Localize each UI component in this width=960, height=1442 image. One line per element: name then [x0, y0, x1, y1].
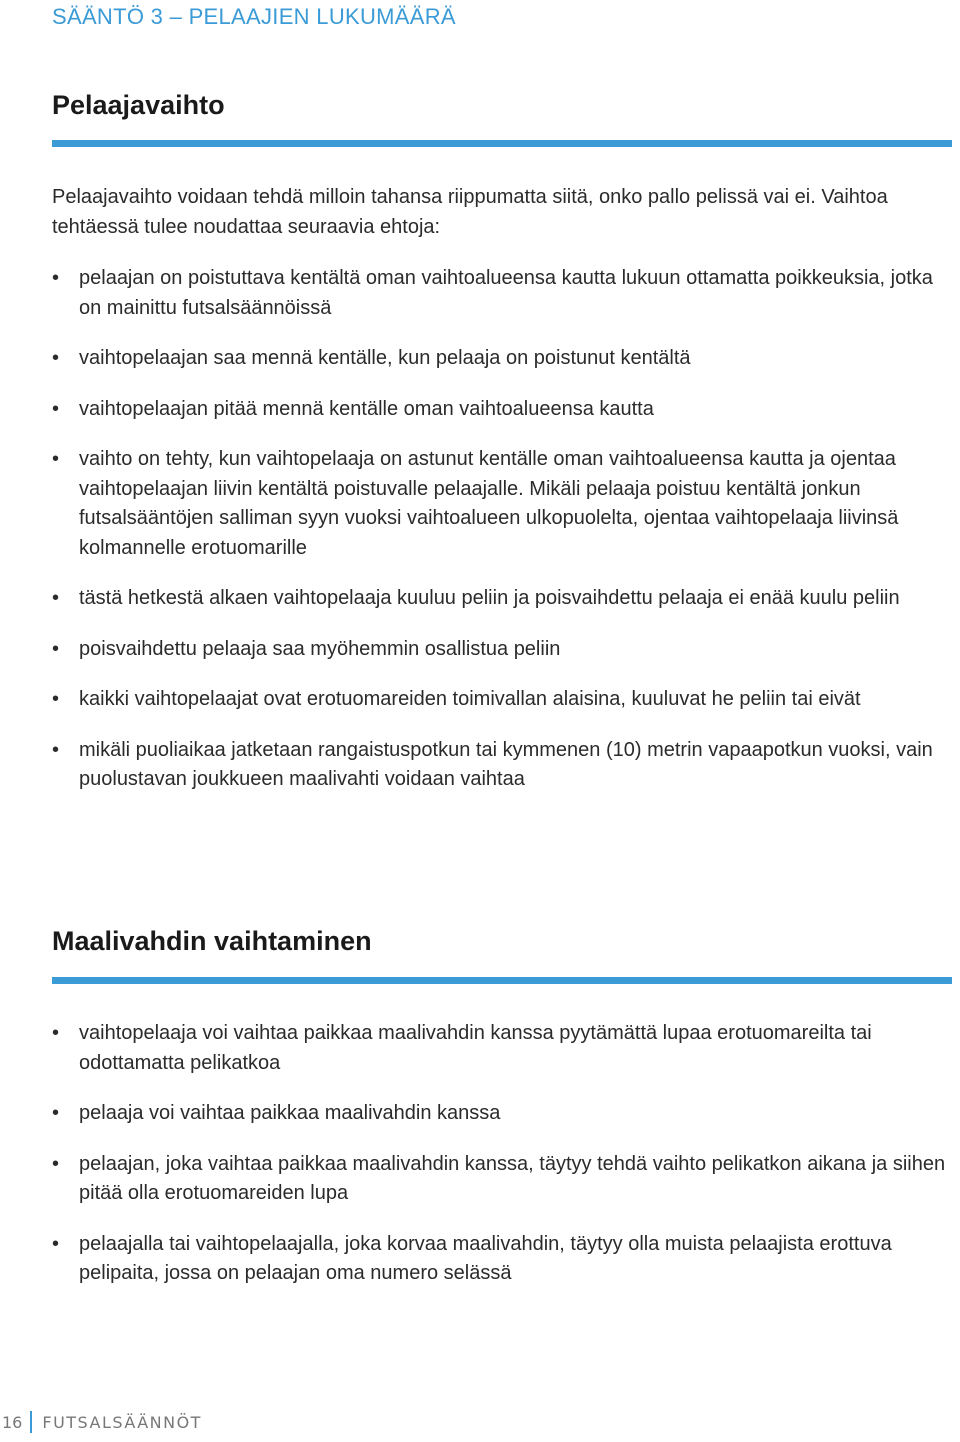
bullet-icon: •: [52, 1152, 60, 1175]
list-item-text: kaikki vaihtopelaajat ovat erotuomareiden toimivallan alaisina, kuuluvat he peliin tai eivät: [79, 688, 861, 710]
rule-header: SÄÄNTÖ 3 – PELAAJIEN LUKUMÄÄRÄ: [52, 4, 456, 29]
section-title-pelaajavaihto: Pelaajavaihto: [52, 90, 225, 120]
list-item: [52, 1150, 952, 1209]
intro-paragraph: Pelaajavaihto voidaan tehdä milloin tahansa riippumatta siitä, onko pallo pelissä vai ei. Vaihtoa tehtäessä tulee noudattaa seuraavia ehtoja:: [52, 186, 888, 238]
section-title-maalivahdin-vaihtaminen: Maalivahdin vaihtaminen: [52, 926, 372, 956]
substitution-rules-list: [52, 264, 952, 795]
bullet-icon: •: [52, 347, 60, 369]
list-item: [52, 685, 952, 715]
list-item-text: poisvaihdettu pelaaja saa myöhemmin osallistua peliin: [79, 637, 561, 660]
list-item-text: pelaajan, joka vaihtaa paikkaa maalivahdin kanssa, täytyy tehdä vaihto pelikatkon aikana ja siihen pitää olla erotuomareiden lupa: [79, 1152, 946, 1204]
bullet-icon: •: [52, 397, 60, 420]
bullet-icon: •: [52, 637, 60, 660]
bullet-icon: •: [52, 448, 60, 470]
footer-brand: FUTSALSÄÄNNÖT: [42, 1412, 202, 1432]
page-number: 16: [2, 1412, 23, 1432]
list-item-text: pelaajan on poistuttava kentältä oman vaihtoalueensa kautta lukuun ottamatta poikkeuksia, jotka on mainittu futsalsäännöissä: [79, 267, 933, 319]
list-item-text: mikäli puoliaikaa jatketaan rangaistuspotkun tai kymmenen (10) metrin vapaapotkun vuoksi, vain puolustavan joukkueen maalivahti voidaan vaihtaa: [79, 738, 933, 790]
list-item-text: pelaaja voi vaihtaa paikkaa maalivahdin kanssa: [79, 1102, 501, 1124]
footer-divider: [30, 1411, 32, 1433]
bullet-icon: •: [52, 688, 60, 710]
list-item: [52, 1230, 952, 1289]
goalkeeper-rules-list: [52, 1019, 952, 1289]
bullet-icon: •: [52, 1102, 60, 1124]
list-item: [52, 1099, 952, 1129]
bullet-icon: •: [52, 1232, 60, 1255]
bullet-icon: •: [52, 1022, 60, 1044]
list-item-text: vaihtopelaaja voi vaihtaa paikkaa maalivahdin kanssa pyytämättä lupaa erotuomareilta tai odottamatta pelikatkoa: [79, 1022, 872, 1074]
list-item: [52, 1019, 952, 1078]
bullet-icon: •: [52, 738, 60, 761]
list-item: [52, 584, 952, 614]
list-item-text: tästä hetkestä alkaen vaihtopelaaja kuuluu peliin ja poisvaihdettu pelaaja ei enää kuulu peliin: [79, 587, 900, 609]
list-item: [52, 635, 952, 665]
bullet-icon: •: [52, 267, 60, 289]
bullet-icon: •: [52, 587, 60, 609]
page-footer: [0, 1411, 202, 1433]
list-item-text: vaihtopelaajan saa mennä kentälle, kun pelaaja on poistunut kentältä: [79, 347, 691, 369]
section-title-underline: [52, 140, 952, 147]
list-item: [52, 445, 952, 563]
list-item: [52, 736, 952, 795]
list-item: [52, 264, 952, 323]
list-item-text: pelaajalla tai vaihtopelaajalla, joka korvaa maalivahdin, täytyy olla muista pelaajista erottuva pelipaita, jossa on pelaajan oma numero selässä: [79, 1232, 892, 1284]
section-title-underline: [52, 977, 952, 984]
list-item-text: vaihto on tehty, kun vaihtopelaaja on astunut kentälle oman vaihtoalueensa kautta ja ojentaa vaihtopelaajan liivin kentältä poistuvalle pelaajalle. Mikäli pelaaja poistuu kentältä jonkun futsalsääntöjen salliman syyn vuoksi vaihtoalueen ulkopuolelta, ojentaa vaihtopelaaja liivinsä kolmannelle erotuomarille: [79, 448, 899, 559]
list-item: [52, 344, 952, 374]
list-item: [52, 395, 952, 425]
list-item-text: vaihtopelaajan pitää mennä kentälle oman vaihtoalueensa kautta: [79, 397, 654, 420]
